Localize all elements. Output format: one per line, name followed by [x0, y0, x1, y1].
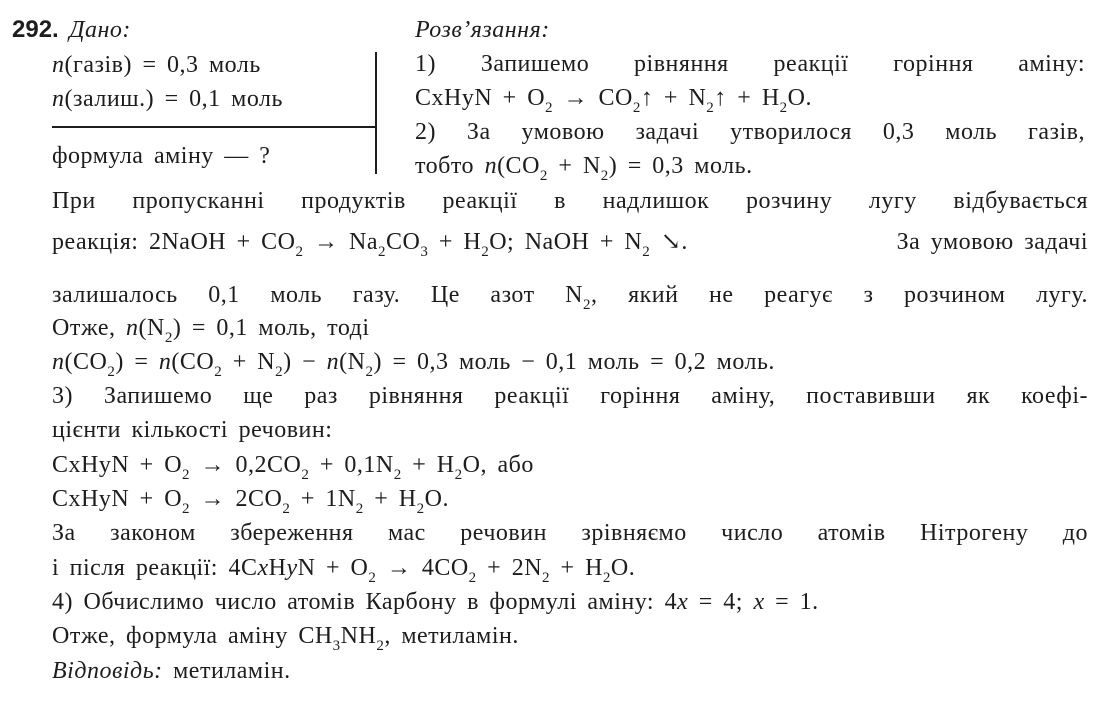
paragraph-4: Отже, $n(N_2) = 0,1$ моль, тоді: [52, 315, 370, 346]
given-divider-vertical: [375, 52, 377, 174]
reaction-equation-1: CxHyN + $O_2$ → $CO_2↑$ + $N_2↑ + H_2O$.: [415, 85, 813, 116]
given-divider-horizontal: [52, 126, 376, 128]
paragraph-1: При пропусканні продуктів реакції в надлишок розчину лугу відбувається: [52, 188, 1088, 214]
reaction-equation-4: і після реакції: 4CxHyN + $O_2 \to 4CO_2 + 2N_2 + H_2O$.: [52, 555, 636, 586]
reaction-equation-3: CxHyN + $O_2 \to 2CO_2 + 1N_2 + H_2O$.: [52, 486, 449, 517]
step-4-text: 4) Обчислимо число атомів Карбону в формулі аміну: 4x = 4; x = 1.: [52, 589, 819, 615]
reaction-equation-2: CxHyN + $O_2 \to 0,2CO_2 + 0,1N_2 + H_2O$, або: [52, 452, 534, 483]
step-3-text-cont: цієнти кількості речовин:: [52, 417, 333, 443]
gas-sum-equation: тобто $n(CO_2 + N_2) = 0,3$ моль.: [415, 153, 753, 184]
given-line-2: n(залиш.) = 0,1 моль: [52, 86, 283, 112]
solution-step-2: 2) За умовою задачі утворилося 0,3 моль газів,: [415, 119, 1085, 145]
solution-label: Розв’язання:: [415, 17, 550, 43]
alkali-reaction-line: реакція: 2NaOH + $CO_2 \to Na_2CO_3 + H_2O$; NaOH + $N_2$ ↘. За умовою задачі: [52, 229, 1088, 260]
step-3-text: 3) Запишемо ще раз рівняння реакції горіння аміну, поставивши як коефі-: [52, 383, 1088, 409]
conservation-text: За законом збереження мас речовин зрівняємо число атомів Нітрогену до: [52, 520, 1088, 546]
given-label: Дано:: [69, 17, 131, 43]
problem-header: [12, 15, 131, 45]
solution-step-1: 1) Запишемо рівняння реакції горіння аміну:: [415, 51, 1085, 77]
co2-calculation: $n(CO_2) = n(CO_2 + N_2) - n(N_2) = 0,3$ моль − 0,1 моль = 0,2 моль.: [52, 349, 775, 380]
no-reaction-arrow-icon: ↘: [660, 229, 682, 255]
answer-label: Відповідь:: [52, 658, 163, 684]
given-line-1: n(газів) = 0,3 моль: [52, 52, 261, 78]
find-line: формула аміну — ?: [52, 143, 271, 169]
formula-conclusion: Отже, формула аміну $CH_3NH_2$, метиламін.: [52, 623, 519, 654]
answer-line: [52, 656, 291, 686]
paragraph-3: залишалось 0,1 моль газу. Це азот $N_2$, який не реагує з розчином лугу.: [52, 282, 1088, 313]
problem-number: 292.: [12, 16, 59, 43]
answer-text: метиламін.: [173, 658, 291, 684]
